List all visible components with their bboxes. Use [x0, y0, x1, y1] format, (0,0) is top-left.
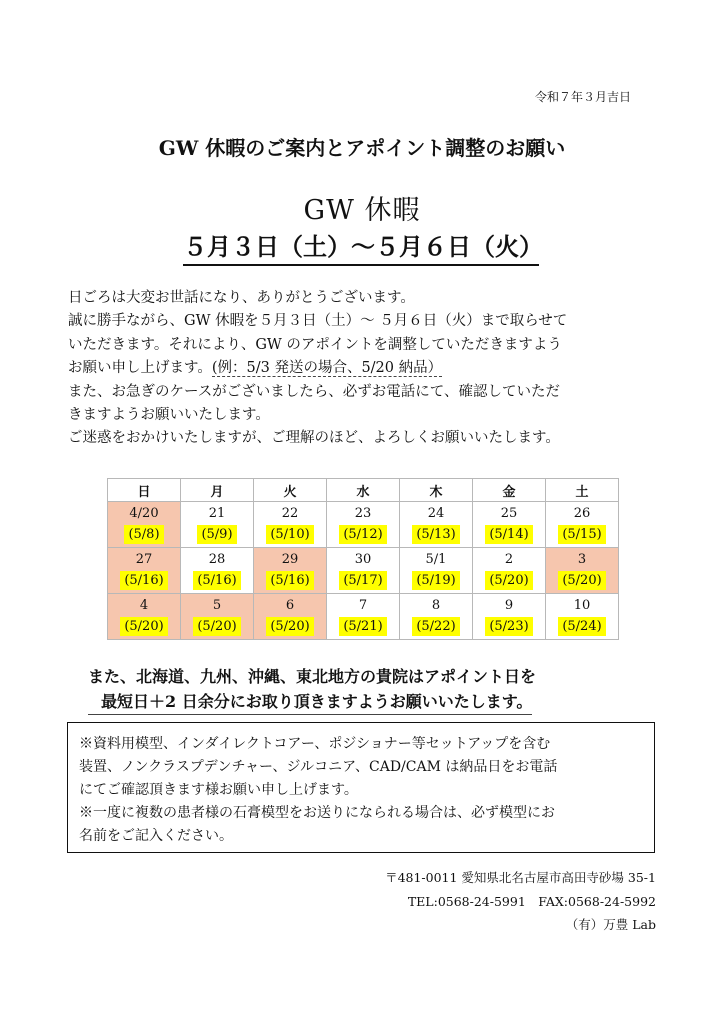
calendar-week-row — [108, 548, 619, 594]
body-line: また、お急ぎのケースがございましたら、必ずお電話にて、確認していただ — [68, 383, 560, 400]
ship-date: 10 — [573, 597, 591, 613]
weekday-thu: 木 — [400, 479, 473, 502]
ship-date: 22 — [281, 505, 299, 521]
calendar-day-cell — [327, 594, 400, 640]
calendar-day-cell — [181, 594, 254, 640]
body-line: きますようお願いいたします。 — [68, 407, 270, 424]
ship-date: 9 — [504, 597, 514, 613]
ship-date: 8 — [431, 597, 441, 613]
ship-date: 26 — [573, 505, 591, 521]
note-line: ※一度に複数の患者様の石膏模型をお送りになられる場合は、必ず模型にお — [79, 805, 555, 821]
ship-date: 4 — [139, 597, 149, 613]
calendar-day-cell — [108, 548, 181, 594]
delivery-example: (例：5/3 発送の場合、5/20 納品） — [211, 360, 443, 377]
weekday-sun: 日 — [108, 479, 181, 502]
address-line: 〒481-0011 愛知県北名古屋市高田寺砂場 35-1 — [385, 870, 656, 885]
calendar-day-cell — [473, 502, 546, 548]
delivery-date: (5/24) — [558, 617, 605, 636]
message-body — [68, 287, 668, 451]
notice-line-2: 最短日＋2 日余分にお取り頂きますようお願いいたします。 — [88, 689, 532, 715]
ship-date: 5 — [212, 597, 222, 613]
ship-date: 6 — [285, 597, 295, 613]
calendar-day-cell — [181, 548, 254, 594]
ship-date: 30 — [354, 551, 372, 567]
body-line-part: お願い申し上げます。 — [68, 360, 212, 377]
notes-box — [67, 722, 655, 853]
calendar-week-row — [108, 502, 619, 548]
delivery-date: (5/8) — [124, 525, 163, 544]
ship-date: 21 — [208, 505, 226, 521]
weekday-sat: 土 — [546, 479, 619, 502]
ship-date: 25 — [500, 505, 518, 521]
calendar-day-cell — [400, 548, 473, 594]
delivery-date: (5/22) — [412, 617, 459, 636]
ship-date: 7 — [358, 597, 368, 613]
ship-date: 29 — [281, 551, 299, 567]
delivery-date: (5/10) — [266, 525, 313, 544]
calendar-header-row — [108, 479, 619, 502]
delivery-date: (5/12) — [339, 525, 386, 544]
delivery-date: (5/20) — [120, 617, 167, 636]
delivery-date: (5/17) — [339, 571, 386, 590]
issue-date: 令和７年３月吉日 — [534, 90, 631, 104]
page-title: GW 休暇のご案内とアポイント調整のお願い — [158, 136, 566, 160]
delivery-date: (5/20) — [558, 571, 605, 590]
ship-date: 28 — [208, 551, 226, 567]
gw-holiday-heading: GW 休暇 — [303, 195, 421, 226]
delivery-date: (5/20) — [485, 571, 532, 590]
holiday-date-range: ５月３日（土）～５月６日（火） — [183, 227, 539, 266]
delivery-date: (5/15) — [558, 525, 605, 544]
calendar-day-cell — [400, 502, 473, 548]
calendar-day-cell — [473, 548, 546, 594]
calendar-day-cell — [108, 594, 181, 640]
calendar-day-cell — [254, 548, 327, 594]
note-line: にてご確認頂きます様お願い申し上げます。 — [79, 782, 358, 798]
calendar-day-cell — [546, 548, 619, 594]
note-line: 装置、ノンクラスプデンチャー、ジルコニア、CAD/CAM は納品日をお電話 — [79, 759, 558, 775]
delivery-date: (5/16) — [266, 571, 313, 590]
calendar-day-cell — [254, 594, 327, 640]
delivery-date: (5/20) — [266, 617, 313, 636]
notice-line-1: また、北海道、九州、沖縄、東北地方の貴院はアポイント日を — [88, 667, 537, 686]
body-line: いただきます。それにより、GW のアポイントを調整していただきますよう — [68, 336, 562, 353]
calendar-day-cell — [546, 502, 619, 548]
body-line: 日ごろは大変お世話になり、ありがとうございます。 — [68, 290, 415, 306]
delivery-date: (5/16) — [193, 571, 240, 590]
tel-fax-line: TEL:0568-24-5991 FAX:0568-24-5992 — [407, 893, 656, 909]
delivery-date: (5/20) — [193, 617, 240, 636]
body-line — [68, 357, 668, 380]
body-line: ご迷惑をおかけいたしますが、ご理解のほど、よろしくお願いいたします。 — [68, 430, 560, 447]
note-line: ※資料用模型、インダイレクトコアー、ポジショナー等セットアップを含む — [79, 736, 551, 752]
delivery-date: (5/9) — [197, 525, 236, 544]
calendar-day-cell — [327, 502, 400, 548]
delivery-date: (5/21) — [339, 617, 386, 636]
calendar-day-cell — [400, 594, 473, 640]
weekday-fri: 金 — [473, 479, 546, 502]
calendar-week-row — [108, 594, 619, 640]
delivery-date: (5/14) — [485, 525, 532, 544]
calendar-day-cell — [546, 594, 619, 640]
ship-date: 27 — [135, 551, 153, 567]
ship-date: 24 — [427, 505, 445, 521]
company-name: （有）万豊 Lab — [565, 917, 656, 932]
regional-notice — [88, 664, 648, 715]
delivery-date: (5/23) — [485, 617, 532, 636]
company-footer — [385, 866, 656, 937]
delivery-calendar — [107, 478, 619, 640]
ship-date: 2 — [504, 551, 514, 567]
body-line: 誠に勝手ながら、GW 休暇を５月３日（土）～ ５月６日（火）まで取らせて — [68, 313, 568, 330]
calendar-day-cell — [473, 594, 546, 640]
ship-date: 5/1 — [425, 551, 447, 567]
weekday-wed: 水 — [327, 479, 400, 502]
delivery-date: (5/16) — [120, 571, 167, 590]
note-line: 名前をご記入ください。 — [79, 828, 233, 844]
calendar-day-cell — [181, 502, 254, 548]
calendar-day-cell — [327, 548, 400, 594]
ship-date: 4/20 — [129, 505, 159, 521]
delivery-date: (5/19) — [412, 571, 459, 590]
weekday-tue: 火 — [254, 479, 327, 502]
delivery-date: (5/13) — [412, 525, 459, 544]
calendar-day-cell — [254, 502, 327, 548]
weekday-mon: 月 — [181, 479, 254, 502]
ship-date: 3 — [577, 551, 587, 567]
calendar-body — [108, 502, 619, 640]
calendar-day-cell — [108, 502, 181, 548]
ship-date: 23 — [354, 505, 372, 521]
